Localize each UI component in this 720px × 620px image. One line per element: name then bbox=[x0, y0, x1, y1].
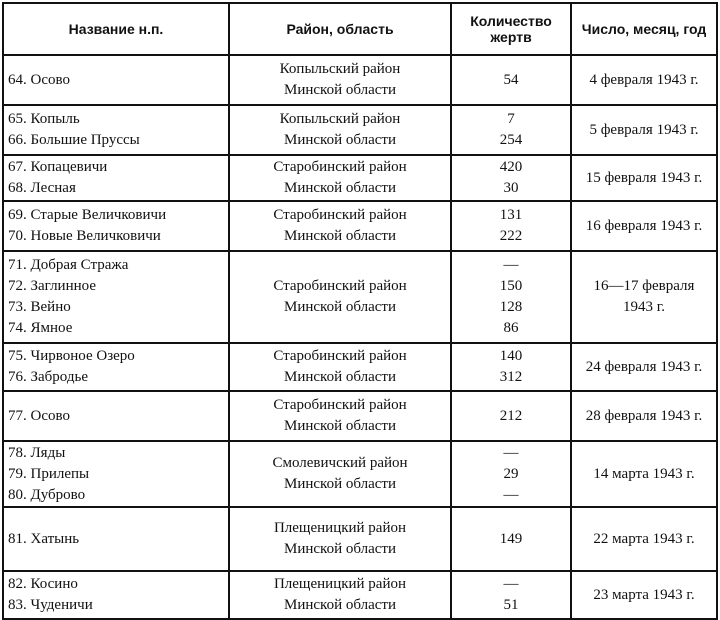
settlement-name: 76. Забродье bbox=[8, 369, 89, 385]
region-line: Минской области bbox=[284, 299, 396, 315]
date-line: 22 марта 1943 г. bbox=[593, 530, 695, 547]
region-line: Минской области bbox=[284, 597, 396, 613]
settlement-name: 72. Заглинное bbox=[8, 278, 96, 294]
settlement-name: 82. Косино bbox=[8, 576, 78, 592]
table-row bbox=[3, 105, 717, 155]
date-cell bbox=[571, 201, 717, 251]
victims-count: 140 bbox=[499, 348, 523, 364]
victims-cell bbox=[451, 343, 571, 391]
region-line: Минской области bbox=[284, 541, 396, 557]
name-cell bbox=[3, 201, 229, 251]
region-cell bbox=[229, 251, 451, 343]
victims-count: 150 bbox=[499, 278, 523, 294]
date-line: 16 февраля 1943 г. bbox=[585, 217, 703, 234]
table-row bbox=[3, 507, 717, 571]
victims-count: 254 bbox=[499, 132, 523, 148]
date-cell bbox=[571, 507, 717, 571]
date-line: 15 февраля 1943 г. bbox=[585, 169, 703, 186]
date-line: 24 февраля 1943 г. bbox=[585, 358, 703, 375]
table-row bbox=[3, 571, 717, 619]
date-cell bbox=[571, 343, 717, 391]
settlement-name: 75. Чирвоное Озеро bbox=[8, 348, 135, 364]
name-cell bbox=[3, 507, 229, 571]
settlement-name: 66. Большие Пруссы bbox=[8, 132, 140, 148]
victims-count: — bbox=[503, 576, 519, 592]
table-row bbox=[3, 251, 717, 343]
settlement-name: 79. Прилепы bbox=[8, 465, 90, 482]
name-cell bbox=[3, 571, 229, 619]
victims-count: 54 bbox=[503, 71, 519, 88]
victims-cell bbox=[451, 251, 571, 343]
region-cell bbox=[229, 105, 451, 155]
table-header bbox=[3, 3, 717, 55]
victims-count: 149 bbox=[499, 530, 523, 547]
settlement-name: 68. Лесная bbox=[8, 180, 76, 196]
region-line: Плещеницкий район bbox=[273, 520, 407, 536]
victims-count: 212 bbox=[499, 407, 523, 424]
victims-count: 128 bbox=[499, 299, 523, 315]
date-line: 28 февраля 1943 г. bbox=[585, 407, 703, 424]
victims-cell bbox=[451, 55, 571, 105]
date-cell bbox=[571, 155, 717, 201]
region-cell bbox=[229, 343, 451, 391]
region-line: Старобинский район bbox=[273, 207, 407, 223]
date-line: 5 февраля 1943 г. bbox=[589, 121, 699, 138]
date-cell bbox=[571, 55, 717, 105]
region-line: Плещеницкий район bbox=[273, 576, 407, 592]
victims-cell bbox=[451, 391, 571, 441]
name-cell bbox=[3, 391, 229, 441]
header-name: Название н.п. bbox=[3, 3, 229, 55]
victims-cell bbox=[451, 105, 571, 155]
name-cell bbox=[3, 251, 229, 343]
settlement-name: 71. Добрая Стража bbox=[8, 257, 129, 273]
region-cell bbox=[229, 571, 451, 619]
settlement-name: 77. Осово bbox=[8, 407, 70, 424]
settlement-name: 67. Копацевичи bbox=[8, 159, 108, 175]
victims-count: 7 bbox=[507, 111, 515, 127]
settlement-name: 70. Новые Величковичи bbox=[8, 228, 161, 244]
victims-count: 51 bbox=[503, 597, 519, 613]
date-cell bbox=[571, 105, 717, 155]
settlement-name: 64. Осово bbox=[8, 71, 70, 88]
region-line: Минской области bbox=[284, 369, 396, 385]
table-row bbox=[3, 55, 717, 105]
region-line: Копыльский район bbox=[279, 61, 401, 77]
date-line: 16—17 февраля bbox=[593, 278, 695, 294]
header-victims bbox=[451, 3, 571, 55]
date-cell bbox=[571, 441, 717, 507]
header-row bbox=[3, 3, 717, 55]
table-row bbox=[3, 201, 717, 251]
victims-cell bbox=[451, 201, 571, 251]
victims-cell bbox=[451, 441, 571, 507]
region-cell bbox=[229, 55, 451, 105]
victims-count: 29 bbox=[503, 465, 519, 482]
date-cell bbox=[571, 571, 717, 619]
header-victims-line1: Количество bbox=[470, 13, 552, 29]
table-row bbox=[3, 155, 717, 201]
table-row bbox=[3, 343, 717, 391]
region-line: Минской области bbox=[284, 228, 396, 244]
name-cell bbox=[3, 105, 229, 155]
region-line: Минской области bbox=[284, 476, 396, 492]
header-region: Район, область bbox=[229, 3, 451, 55]
settlement-name: 73. Вейно bbox=[8, 299, 71, 315]
region-cell bbox=[229, 441, 451, 507]
name-cell bbox=[3, 441, 229, 507]
date-line: 14 марта 1943 г. bbox=[593, 465, 695, 482]
victims-count: 222 bbox=[499, 228, 523, 244]
table-row bbox=[3, 391, 717, 441]
region-line: Старобинский район bbox=[273, 348, 407, 364]
victims-count: — bbox=[503, 486, 519, 503]
victims-cell bbox=[451, 155, 571, 201]
settlement-name: 69. Старые Величковичи bbox=[8, 207, 167, 223]
table-row bbox=[3, 441, 717, 507]
header-date: Число, месяц, год bbox=[571, 3, 717, 55]
victims-table bbox=[2, 2, 718, 620]
settlement-name: 65. Копыль bbox=[8, 111, 80, 127]
date-cell bbox=[571, 251, 717, 343]
region-line: Старобинский район bbox=[273, 278, 407, 294]
victims-count: 131 bbox=[499, 207, 523, 223]
region-cell bbox=[229, 391, 451, 441]
date-line: 1943 г. bbox=[623, 299, 665, 315]
victims-count: 86 bbox=[503, 320, 519, 336]
settlement-name: 80. Дуброво bbox=[8, 486, 86, 503]
settlement-name: 74. Ямное bbox=[8, 320, 73, 336]
region-line: Минской области bbox=[284, 180, 396, 196]
region-cell bbox=[229, 507, 451, 571]
settlement-name: 78. Ляды bbox=[8, 444, 66, 461]
settlement-name: 83. Чуденичи bbox=[8, 597, 93, 613]
victims-count: — bbox=[503, 444, 519, 461]
victims-cell bbox=[451, 507, 571, 571]
name-cell bbox=[3, 55, 229, 105]
date-line: 4 февраля 1943 г. bbox=[589, 71, 699, 88]
victims-count: — bbox=[503, 257, 519, 273]
region-line: Минской области bbox=[284, 82, 396, 98]
settlement-name: 81. Хатынь bbox=[8, 530, 80, 547]
region-line: Минской области bbox=[284, 418, 396, 434]
region-line: Старобинский район bbox=[273, 159, 407, 175]
date-line: 23 марта 1943 г. bbox=[593, 586, 695, 603]
region-line: Старобинский район bbox=[273, 397, 407, 413]
region-cell bbox=[229, 201, 451, 251]
region-line: Копыльский район bbox=[279, 111, 401, 127]
victims-count: 30 bbox=[503, 180, 519, 196]
victims-count: 420 bbox=[499, 159, 523, 175]
region-line: Минской области bbox=[284, 132, 396, 148]
region-cell bbox=[229, 155, 451, 201]
name-cell bbox=[3, 343, 229, 391]
victims-count: 312 bbox=[499, 369, 523, 385]
region-line: Смолевичский район bbox=[272, 455, 408, 471]
header-victims-line2: жертв bbox=[490, 29, 532, 45]
table-body bbox=[3, 55, 717, 619]
name-cell bbox=[3, 155, 229, 201]
victims-cell bbox=[451, 571, 571, 619]
date-cell bbox=[571, 391, 717, 441]
